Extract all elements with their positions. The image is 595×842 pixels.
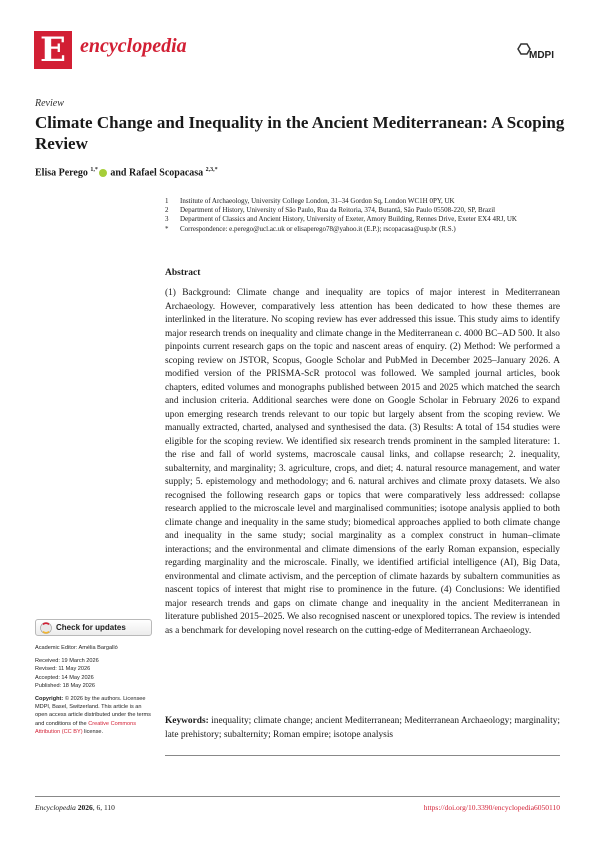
copyright-text: © 2026 by the authors. Licensee MDPI, Basel, Switzerland. This article is an open access article distributed under the terms and conditions of the xyxy=(35,696,151,727)
affiliation-number: * xyxy=(165,224,169,233)
academic-editor: Academic Editor: Amélia Bargalló xyxy=(35,645,118,651)
author-superscript: 1,* xyxy=(90,167,98,173)
published-date: Published: 18 May 2026 xyxy=(35,682,96,689)
affiliation-item xyxy=(165,206,565,215)
doi-link[interactable]: https://doi.org/10.3390/encyclopedia6050110 xyxy=(423,803,560,812)
footer-journal: Encyclopedia xyxy=(35,803,76,812)
affiliation-item xyxy=(165,225,565,234)
footer-year: 2026 xyxy=(77,803,93,812)
affiliation-text: Department of Classics and Ancient History, University of Exeter, Amory Building, Rennes Drive, Exeter EX4 4RJ, UK xyxy=(180,215,517,224)
journal-name: encyclopedia xyxy=(80,35,187,57)
section-divider xyxy=(165,755,560,756)
affiliation-text: Department of History, University of São Paulo, Rua da Reitoria, 374, Butantã, São Paulo 05508-220, SP, Brazil xyxy=(180,206,496,215)
affiliation-number: 3 xyxy=(165,215,169,224)
affiliation-item xyxy=(165,197,565,206)
citation-info xyxy=(35,803,115,812)
copyright-label: Copyright: xyxy=(35,696,64,703)
license-tail: license. xyxy=(84,728,104,735)
keywords-text: inequality; climate change; ancient Mediterranean; Mediterranean Archaeology; marginality; late prehistory; subalternity; Roman empire; isotope analysis xyxy=(165,716,561,740)
author-name[interactable]: Elisa Perego xyxy=(35,167,88,179)
article-type: Review xyxy=(35,98,64,109)
author-list xyxy=(35,167,218,178)
revised-date: Revised: 11 May 2026 xyxy=(35,666,91,673)
article-metadata xyxy=(35,644,155,736)
article-title: Climate Change and Inequality in the Ancient Mediterranean: A Scoping Review xyxy=(35,113,565,153)
mdpi-logo xyxy=(516,42,560,64)
abstract-heading: Abstract xyxy=(165,268,201,278)
footer-volume: , 6, 110 xyxy=(92,803,115,812)
affiliation-number: 2 xyxy=(165,206,169,215)
correspondence-text[interactable]: Correspondence: e.perego@ucl.ac.uk or elisaperego78@yahoo.it (E.P.); rscopacasa@usp.br (R.S.) xyxy=(180,224,456,233)
license-link[interactable]: Creative Commons Attribution (CC BY) xyxy=(35,720,137,735)
affiliation-item xyxy=(165,215,565,224)
check-updates-icon xyxy=(40,622,52,634)
affiliations xyxy=(165,197,565,234)
abstract-body: (1) Background: Climate change and inequality are topics of major interest in Mediterranean Archaeology. However, comparatively less attention has been dedicated to how these themes are interlinked in the literature. No scoping review has ever addressed this issue. This study aims to identify major research trends on inequality and climate change in the Mediterranean c. 4000 BC–AD 500. It also pinpoints current research gaps on the topic and nascent areas of enquiry. (2) Method: We performed a scoping review on JSTOR, Scopus, Google Scholar and PubMed in December 2025–January 2026. A modified version of the PRISMA-ScR protocol was followed. We sampled journal articles, book chapters, edited volumes and monographs published between 2015 and 2025 which matched the search and inclusion criteria. Additional searches were done on Google Scholar in February 2026 to expand upon emerging research trends relevant to our topic but largely absent from the scoping review. We manually extracted, charted, analysed and synthesised the data. (3) Results: A total of 154 studies were eligible for the scoping review. We identified six research trends prominent in the sampled literature: 1. the rise and fall of world systems, macroscale causal links, and collapse research; 2. inequality, subalternity, and marginality; 3. agriculture, crops, and diet; 4. natural resource management, and water supply; 5. epistemology and methodology; and 6. natural archives and climate proxy datasets. We also recognised the following research gaps or topics that were comparatively less addressed: collapse research applied to the microscale level and marginalised communities; isotope analysis applied to both climate change and inequality in the same study; biomedical approaches applied to both climate change and inequality in the same study; social marginality as a complex construct in human–climate interactions; and the environmental and climate dimensions of the early Roman expansion, especially regarding marginality and the microscale. Finally, we identified artificial intelligence (AI), Big Data, environmental and climate activism, and the perception of climate hazards by subaltern communities as nascent topics of interest that might rise to prominence in the future. (4) Conclusions: We identified major research trends and gaps on climate change and inequality in the ancient Mediterranean in literature published 2015–2025. We also recognised nascent or unexplored topics. The review is intended as a benchmark for developing novel research on the cutting-edge of Mediterranean Archaeology. xyxy=(165,288,560,636)
keywords xyxy=(165,715,560,742)
accepted-date: Accepted: 14 May 2026 xyxy=(35,674,94,681)
copyright-notice xyxy=(35,695,155,736)
mdpi-text: MDPI xyxy=(529,50,554,61)
author-name[interactable]: Rafael Scopacasa xyxy=(129,167,204,179)
check-updates-label: Check for updates xyxy=(56,623,126,632)
footer-rule xyxy=(35,796,560,797)
affiliation-number: 1 xyxy=(165,197,169,205)
received-date: Received: 19 March 2026 xyxy=(35,658,99,665)
affiliation-text: Institute of Archaeology, University College London, 31–34 Gordon Sq, London WC1H 0PY, UK xyxy=(180,197,455,205)
author-conjunction: and xyxy=(110,167,127,179)
journal-logo: E xyxy=(34,31,72,69)
orcid-icon[interactable] xyxy=(99,169,107,177)
check-for-updates-button[interactable] xyxy=(35,619,152,636)
author-superscript: 2,3,* xyxy=(205,167,218,173)
keywords-label: Keywords: xyxy=(165,716,209,726)
